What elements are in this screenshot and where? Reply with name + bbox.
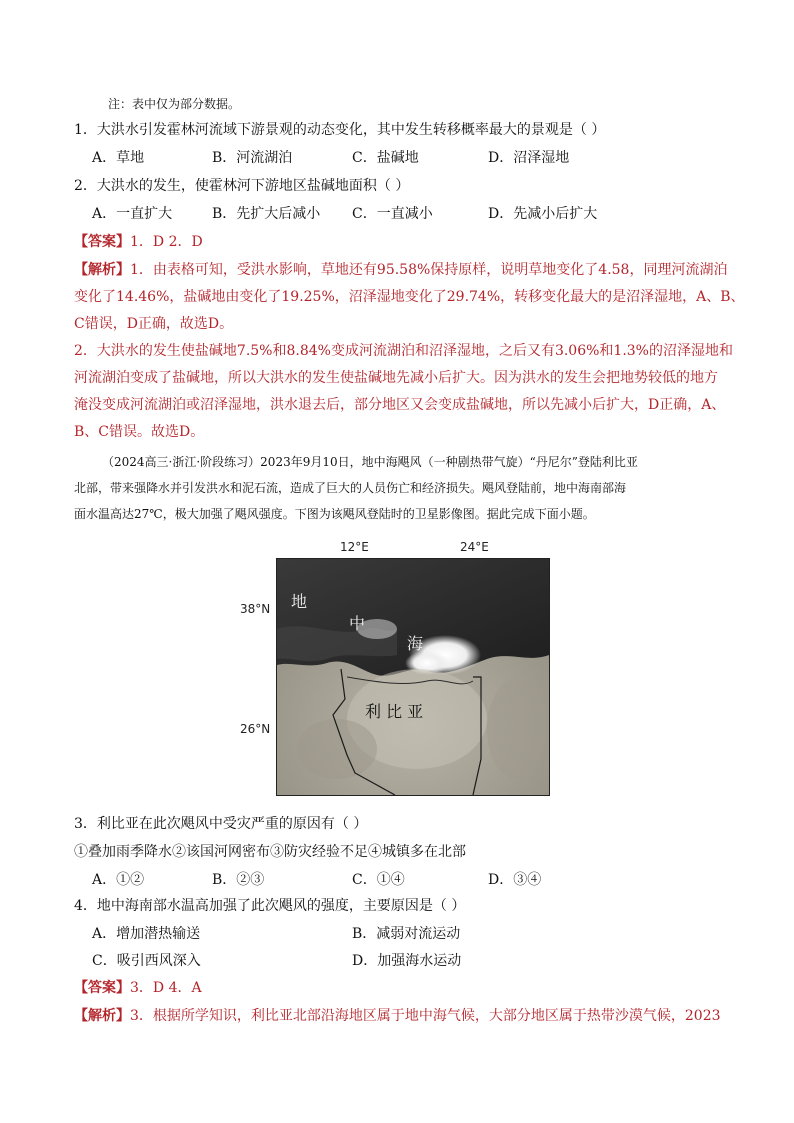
q3-option-c: C．①④ — [352, 872, 405, 888]
analysis-block-2 — [74, 1006, 721, 1026]
answer-tag: 【答案】 — [74, 980, 130, 996]
sea-label-char-2: 中 — [349, 614, 366, 633]
answer-text: 3．D 4．A — [130, 980, 202, 996]
q1-option-b: B．河流湖泊 — [212, 150, 293, 166]
intro-line-1: （2024高三·浙江·阶段练习）2023年9月10日，地中海飓风（一种剧热带气旋）“丹尼尔”登陆利比亚 — [102, 455, 638, 469]
answer-block-1 — [74, 232, 714, 252]
sea-label-char-3: 海 — [407, 634, 424, 653]
lat-label-26n: 26°N — [240, 722, 271, 736]
intro-line-3: 面水温高达27℃，极大加强了飓风强度。下图为该飓风登陆时的卫星影像图。据此完成下面小题。 — [74, 507, 595, 521]
question-3-items: ①叠加雨季降水②该国河网密布③防灾经验不足④城镇多在北部 — [74, 844, 466, 860]
analysis-tag: 【解析】 — [74, 262, 130, 278]
answer-tag: 【答案】 — [74, 234, 130, 250]
q1-option-c: C．盐碱地 — [352, 150, 419, 166]
q2-option-c: C．一直减小 — [352, 206, 433, 222]
q1-option-a: A．草地 — [92, 150, 145, 166]
analysis-tag: 【解析】 — [74, 1008, 130, 1024]
satellite-image-svg — [277, 559, 549, 795]
answer-block-2 — [74, 978, 714, 998]
q1-option-d: D．沼泽湿地 — [488, 150, 570, 166]
q4-option-c: C．吸引西风深入 — [92, 953, 201, 969]
q2-option-b: B．先扩大后减小 — [212, 206, 321, 222]
q3-option-a: A．①② — [92, 872, 145, 888]
q4-option-d: D．加强海水运动 — [352, 953, 462, 969]
q4-option-b: B．减弱对流运动 — [352, 926, 461, 942]
q3-option-d: D．③④ — [488, 872, 542, 888]
analysis-line-1 — [74, 260, 728, 280]
satellite-image — [276, 558, 550, 796]
answer-text: 1．D 2．D — [130, 234, 203, 250]
analysis-text: 1．由表格可知，受洪水影响，草地还有95.58%保持原样，说明草地变化了4.58，同理河流湖泊 — [130, 262, 728, 278]
analysis-line-6: 淹没变成河流湖泊或沼泽湿地，洪水退去后，部分地区又会变成盐碱地，所以先减小后扩大，D正确，A、 — [74, 397, 726, 413]
analysis-line-3: C错误，D正确，故选D。 — [74, 316, 234, 332]
analysis-line-5: 河流湖泊变成了盐碱地，所以大洪水的发生使盐碱地先减小后扩大。因为洪水的发生会把地势较低的地方 — [74, 370, 718, 386]
analysis-line-2: 变化了14.46%，盐碱地由变化了19.25%，沼泽湿地变化了29.74%，转移变化最大的是沼泽湿地，A、B、 — [74, 289, 745, 305]
lon-label-24e: 24°E — [460, 540, 489, 554]
table-note: 注：表中仅为部分数据。 — [108, 97, 241, 111]
satellite-map-figure — [240, 536, 560, 798]
q3-option-b: B．②③ — [212, 872, 265, 888]
q2-option-d: D．先减小后扩大 — [488, 206, 598, 222]
q2-option-a: A．一直扩大 — [92, 206, 173, 222]
q4-option-a: A．增加潜热输送 — [92, 926, 201, 942]
analysis-text: 3．根据所学知识，利比亚北部沿海地区属于地中海气候，大部分地区属于热带沙漠气候，2023 — [130, 1008, 721, 1024]
question-3-stem: 3．利比亚在此次飓风中受灾严重的原因有（ ） — [74, 816, 368, 832]
country-label-libya: 利 比 亚 — [365, 702, 424, 721]
question-2-stem: 2．大洪水的发生，使霍林河下游地区盐碱地面积（ ） — [74, 178, 410, 194]
analysis-line-7: B、C错误。故选D。 — [74, 424, 205, 440]
sea-label-char-1: 地 — [291, 592, 308, 611]
question-1-stem: 1．大洪水引发霍林河流域下游景观的动态变化，其中发生转移概率最大的景观是（ ） — [74, 122, 606, 138]
lat-label-38n: 38°N — [240, 602, 271, 616]
question-4-stem: 4．地中海南部水温高加强了此次飓风的强度，主要原因是（ ） — [74, 898, 466, 914]
intro-line-2: 北部，带来强降水并引发洪水和泥石流，造成了巨大的人员伤亡和经济损失。飓风登陆前，地中海南部海 — [74, 481, 627, 495]
analysis-line-4: 2．大洪水的发生使盐碱地7.5%和8.84%变成河流湖泊和沼泽湿地，之后又有3.06%和1.3%的沼泽湿地和 — [74, 343, 733, 359]
lon-label-12e: 12°E — [340, 540, 369, 554]
